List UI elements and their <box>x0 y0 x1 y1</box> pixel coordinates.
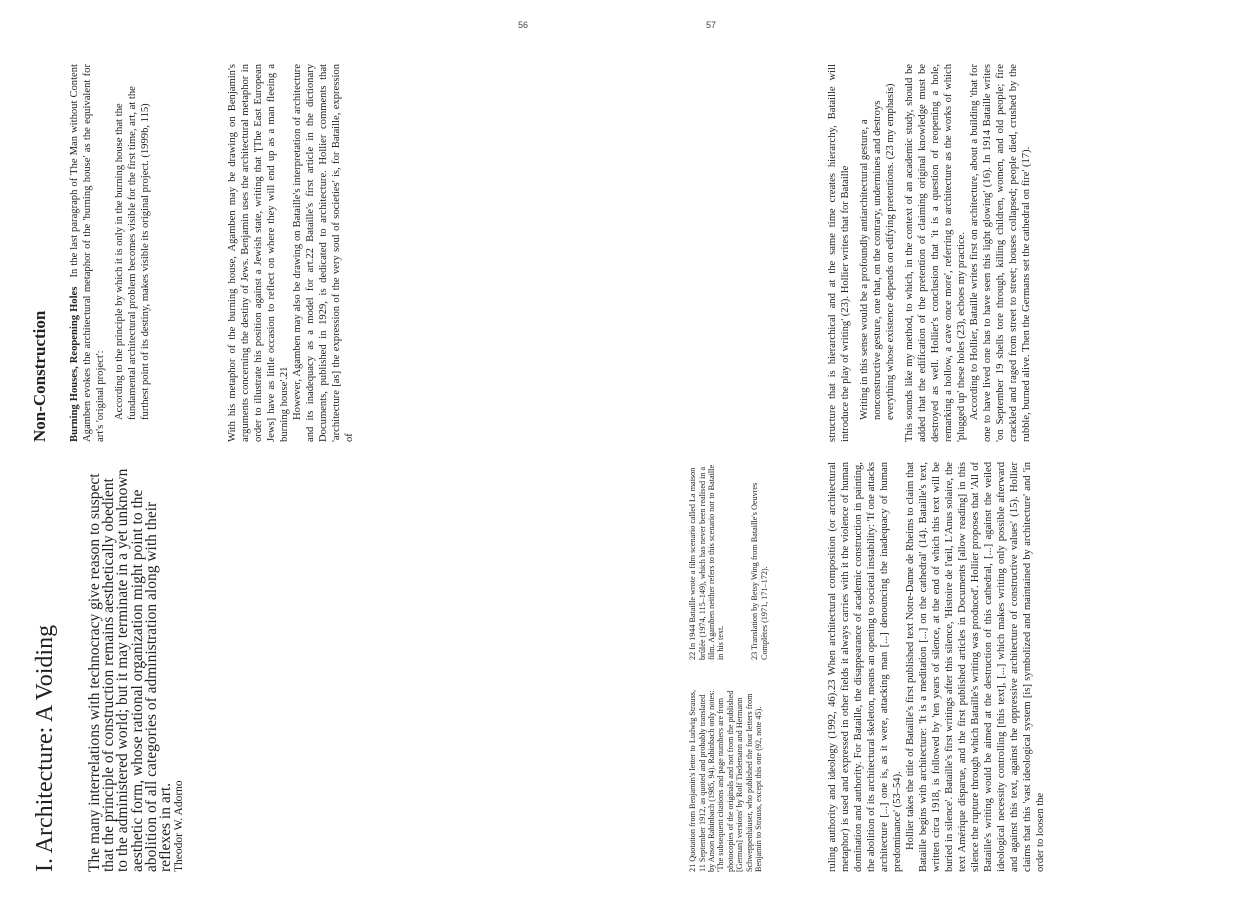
chapter-title-block <box>32 542 59 872</box>
paragraph: However, Agamben may also be drawing on Bataille's interpretation of architecture and its inadequacy as a model for art.22 Bataille's first article in the dictionary Documents, published in 1929, is dedicated to architecture. Hollier comments that 'architecture [as] the expression of the very soul of societies' is, for Bataille, expression of <box>292 64 355 442</box>
footnote-21 <box>680 687 772 872</box>
subheading-burning-houses: Burning Houses, Reopening Holes <box>69 286 80 442</box>
block-quote: According to the principle by which it is only in the burning house that the fundamental architectural problem becomes visible for the first time, art, at the furthest point of its destiny, makes visible its original project. (1999b, 115) <box>114 86 151 420</box>
section-title: Non-Construction <box>30 310 49 442</box>
paragraph: structure that is hierarchical and at the same time creates hierarchy, Bataille will introduce the play of writing' (23). Hollier writes that for Bataille <box>827 64 851 442</box>
epigraph-text: The many interrelations with technocracy give reason to suspect that the principle of construction remains aesthetically obedient to the administered world; but it may terminate in a yet unknown aesthetic form, whose rational organization might point to the abolition of all categories of administration along with their reflexes in art. <box>86 468 175 872</box>
epigraph-block <box>88 467 185 872</box>
column-benjamin <box>226 64 356 442</box>
block-quote: Writing in this sense would be a profoundly antiarchitectural gesture, a nonconstructive gesture, one that, on the contrary, undermines and destroys everything whose existence depends on edifying pretentions. (23 my emphasis) <box>859 83 896 420</box>
footnote-22 <box>680 460 734 660</box>
paragraph: ruling authority and ideology (1992, 46).23 When architectural composition (or architectural metaphor) is used and expressed in other fields it always carries with it the violence of human domination and authority. For Bataille, the disappearance of academic construction in painting, the abolition of its architectural skeleton, means an opening to societal instability: 'If one attacks architecture [...] one is, as it were, attacking man [...] denouncing the inadequacy of human predominance' (53–54). <box>827 462 903 872</box>
footnote-23 <box>742 460 777 660</box>
column-ruling-authority <box>826 462 1047 872</box>
page-number-left: 56 <box>518 20 529 30</box>
epigraph-author: Theodor W. Adorno <box>173 780 186 872</box>
footnote-text: 23 Translation by Betsy Wing from Bataille's Oeuvres Complètes (1971, 171–172). <box>750 482 769 660</box>
section-title-block <box>30 292 50 442</box>
column-burning-houses <box>68 64 158 442</box>
footnote-text: 22 In 1944 Bataille wrote a film scenario called La maison brûlée (1974, 115–149), which has never been realised in a film. Agamben neither refers to this scenario nor to Bataille in his text. <box>688 464 726 660</box>
paragraph: This sounds like my method, to which, in the context of an academic study, should be added that the edification of the pretention of claiming original knowledge must be destroyed as well. Hollier's conclusion that 'it is a question of reopening a hole, remarking a hollow, a cave once more', referring to architecture as the works of which 'plugged up' these holes (23), echoes my practice. <box>904 64 967 442</box>
page-number-right: 57 <box>706 20 717 30</box>
footnote-text: 21 Quotation from Benjamin's letter to Ludwig Strauss, 11 September 1912, as quoted and probably translated by Anson Rabinbach (1985, 94). Rabinbach only notes: 'The subsequent citations and page numbers are from photocopies of the originals and not from the published [German] versions' by Rolf Tiedemann and Hermann Schweppenhäuser, who published the four letters from Benjamin to Strauss, except this one (92, note 45). <box>688 689 764 872</box>
column-hollier <box>826 64 1033 442</box>
chapter-title: I. Architecture: A Voiding <box>32 624 58 872</box>
paragraph: According to Hollier, Bataille writes first on architecture, about a building 'that for one to have lived one has to have seen this light glowing' (16). In 1914 Bataille writes 'on September 19 shells tore through, killing children, women, and old people; fire crackled and raged from street to street; houses collapsed; people died, crushed by the rubble, burned alive. Then the Germans set the cathedral on fire' (17). <box>969 64 1032 442</box>
paragraph: Hollier takes the title of Bataille's first published text Notre-Dame de Rheims to claim that Bataille begins with architecture: 'It is a meditation [...] on the cathedral' (14). Bataille's text, written circa 1918, is followed by 'ten years of silence, at the end of which this text will be buried in silence'. Bataille's first writings after this silence, 'Histoire de l'œil, L'Anus solaire, the text Amérique disparue, and the first published articles in Documents [allow reading] in this silence the rupture through which Bataille's writing was produced'. Hollier proposes that 'All of Bataille's writing would be aimed at the destruction of this cathedral, [...] against the veiled ideological necessity controlling [this text], [...] which makes writing only possible afterward and against this text, against the oppressive architecture of constructive values' (15). Hollier claims that this 'vast ideological system [is] symbolized and maintained by architecture' and 'in order to loosen the <box>905 462 1046 872</box>
paragraph: With his metaphor of the burning house, Agamben may be drawing on Benjamin's arguments concerning the destiny of Jews. Benjamin uses the architectural metaphor in order to illustrate his position against a Jewish state, writing that '[The East European Jews] have as little occasion to reflect on where they will end up as a man fleeing a burning house'.21 <box>227 64 290 442</box>
paragraph: In the last paragraph of The Man without Content Agamben evokes the architectural metaphor of the 'burning house' as the equivalent for art's 'original project': <box>69 64 106 442</box>
